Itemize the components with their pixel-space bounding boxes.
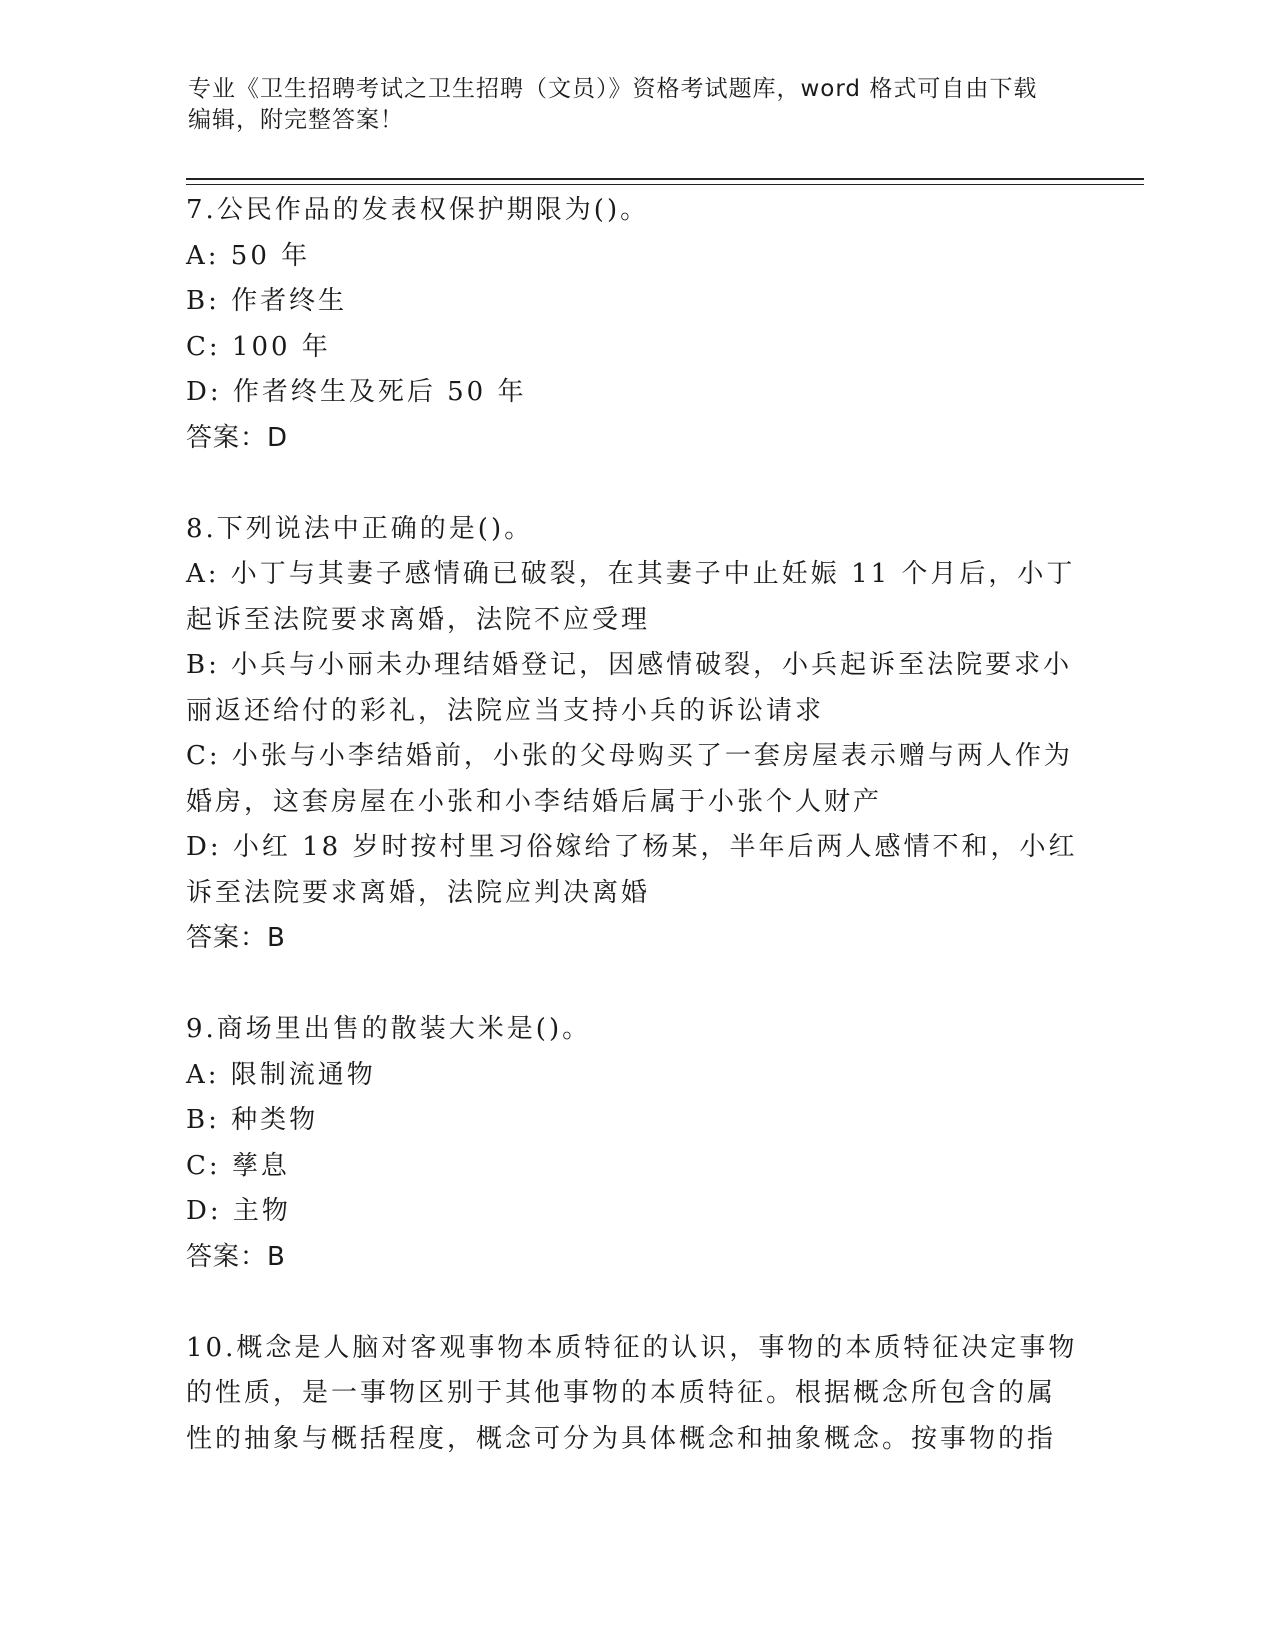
option-c-line-1: C: 小张与小李结婚前，小张的父母购买了一套房屋表示赠与两人作为 <box>186 741 1073 771</box>
question-text: 7.公民作品的发表权保护期限为()。 <box>186 195 650 225</box>
option-c: C: 孳息 <box>186 1150 290 1181</box>
question-text-line-3: 性的抽象与概括程度，概念可分为具体概念和抽象概念。按事物的指 <box>186 1423 1057 1454</box>
question-text: 9.商场里出售的散装大米是()。 <box>186 1014 592 1044</box>
header-rule-thick <box>186 178 1144 180</box>
question-text-line-2: 的性质，是一事物区别于其他事物的本质特征。根据概念所包含的属 <box>186 1378 1057 1408</box>
header-line-2: 编辑，附完整答案！ <box>188 107 404 133</box>
question-gap <box>186 1280 1086 1326</box>
option-b: B: 作者终生 <box>186 286 348 316</box>
answer: 答案：B <box>186 1241 286 1272</box>
option-c-line-2: 婚房，这套房屋在小张和小李结婚后属于小张个人财产 <box>186 786 883 817</box>
option-a-line-2: 起诉至法院要求离婚，法院不应受理 <box>186 604 651 635</box>
question-7 <box>186 188 1086 461</box>
option-d: D: 作者终生及死后 50 年 <box>186 377 527 407</box>
question-gap <box>186 461 1086 507</box>
option-a-line-1: A: 小丁与其妻子感情确已破裂，在其妻子中止妊娠 11 个月后，小丁 <box>186 559 1076 589</box>
header-line-1: 专业《卫生招聘考试之卫生招聘（文员）》资格考试题库，word 格式可自由下载 <box>188 76 1038 102</box>
header-rule-thin <box>186 184 1144 185</box>
option-b: B: 种类物 <box>186 1105 319 1135</box>
option-b-line-1: B: 小兵与小丽未办理结婚登记，因感情破裂，小兵起诉至法院要求小 <box>186 650 1073 680</box>
question-gap <box>186 962 1086 1008</box>
question-9 <box>186 1007 1086 1280</box>
question-8 <box>186 507 1086 962</box>
question-text-line-1: 10.概念是人脑对客观事物本质特征的认识，事物的本质特征决定事物 <box>186 1332 1078 1363</box>
option-c: C: 100 年 <box>186 331 331 362</box>
question-text: 8.下列说法中正确的是()。 <box>186 513 534 544</box>
question-10 <box>186 1326 1086 1463</box>
option-b-line-2: 丽返还给付的彩礼，法院应当支持小兵的诉讼请求 <box>186 695 825 726</box>
option-a: A: 50 年 <box>186 240 311 271</box>
option-a: A: 限制流通物 <box>186 1059 376 1090</box>
option-d-line-1: D: 小红 18 岁时按村里习俗嫁给了杨某，半年后两人感情不和，小红 <box>186 832 1078 862</box>
option-d: D: 主物 <box>186 1196 291 1226</box>
document-header <box>188 74 1088 136</box>
question-list <box>186 188 1086 1462</box>
option-d-line-2: 诉至法院要求离婚，法院应判决离婚 <box>186 877 651 908</box>
answer: 答案：B <box>186 923 286 953</box>
answer: 答案：D <box>186 422 289 453</box>
